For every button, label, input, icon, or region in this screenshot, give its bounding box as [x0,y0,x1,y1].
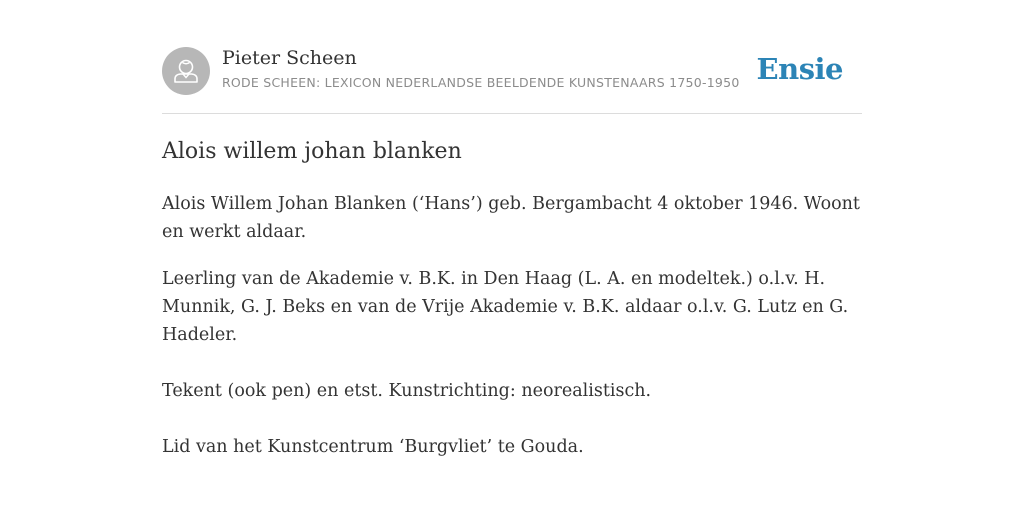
ensie-logo[interactable]: Ensie [756,52,843,86]
article-card [162,40,862,457]
paragraph-spacer [162,405,862,433]
paragraph-spacer [162,349,862,377]
author-avatar[interactable] [162,47,210,95]
article-title: Alois willem johan blanken [162,139,462,164]
paragraph: Tekent (ook pen) en etst. Kunstrichting: neorealistisch. [162,381,652,401]
author-name[interactable]: Pieter Scheen [222,47,357,69]
paragraph: Alois Willem Johan Blanken (‘Hans’) geb. Bergambacht 4 oktober 1946. Woont en werkt aldaar. [162,194,860,242]
paragraph: Leerling van de Akademie v. B.K. in Den Haag (L. A. en modeltek.) o.l.v. H. Munnik, G. J. Beks en van de Vrije Akademie v. B.K. aldaar o.l.v. G. Lutz en G. Hadeler. [162,269,849,345]
article-body [162,190,862,461]
user-avatar-icon [162,47,210,95]
paragraph: Lid van het Kunstcentrum ‘Burgvliet’ te Gouda. [162,437,584,457]
source-title[interactable]: RODE SCHEEN: LEXICON NEDERLANDSE BEELDENDE KUNSTENAARS 1750-1950 [222,75,740,90]
article-header [162,40,862,114]
